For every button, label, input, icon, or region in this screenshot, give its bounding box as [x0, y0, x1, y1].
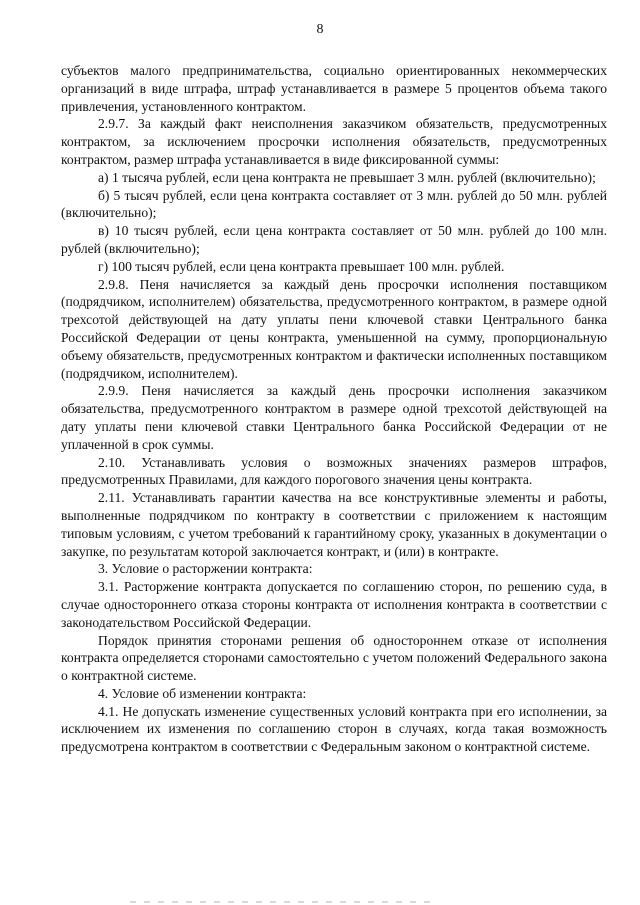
list-item-v: в) 10 тысяч рублей, если цена контракта составляет от 50 млн. рублей до 100 млн. рублей (включительно);: [61, 223, 607, 256]
list-item-a: а) 1 тысяча рублей, если цена контракта не превышает 3 млн. рублей (включительно);: [98, 169, 596, 185]
list-item-g: г) 100 тысяч рублей, если цена контракта превышает 100 млн. рублей.: [98, 258, 505, 274]
paragraph-2-11: 2.11. Устанавливать гарантии качества на все конструктивные элементы и работы, выполненные подрядчиком по контракту в соответствии с приложением к настоящим типовым условиям, с учетом требований к гарантийному сроку, указанных в документации о закупке, по результатам которой заключается контракт, и (или) в контракте.: [61, 490, 607, 559]
section-heading-3: 3. Условие о расторжении контракта:: [98, 561, 313, 577]
list-item-b: б) 5 тысяч рублей, если цена контракта составляет от 3 млн. рублей до 50 млн. рублей (включительно);: [61, 187, 607, 221]
paragraph-4-1: 4.1. Не допускать изменение существенных условий контракта при его исполнении, за исключением их изменения по соглашению сторон в случаях, когда такая возможность предусмотрена контрактом в соответствии с Федеральным законом о контрактной системе.: [61, 703, 607, 755]
paragraph-2-10: 2.10. Устанавливать условия о возможных значениях размеров штрафов, предусмотренных Правилами, для каждого порогового значения цены контракта.: [61, 454, 607, 488]
paragraph-2-9-7: 2.9.7. За каждый факт неисполнения заказчиком обязательств, предусмотренных контрактом, за исключением просрочки исполнения обязательств, предусмотренных контрактом, размер штрафа устанавливается в виде фиксированной суммы:: [61, 116, 607, 167]
paragraph-3-1: 3.1. Расторжение контракта допускается по соглашению сторон, по решению суда, в случае одностороннего отказа стороны контракта от исполнения контракта в соответствии с законодательством Российской Федерации.: [61, 579, 607, 630]
paragraph-2-9-8: 2.9.8. Пеня начисляется за каждый день просрочки исполнения поставщиком (подрядчиком, исполнителем) обязательства, предусмотренного контрактом, в размере одной трехсотой действующей на дату уплаты пени ключевой ставки Центрального банка Российской Федерации от цены контракта, уменьшенной на сумму, пропорциональную объему обязательств, предусмотренных контрактом и фактически исполненных поставщиком (подрядчиком, исполнителем).: [61, 276, 607, 381]
scan-artifact: [130, 901, 430, 903]
section-heading-4: 4. Условие об изменении контракта:: [98, 685, 307, 701]
paragraph-termination-procedure: Порядок принятия сторонами решения об одностороннем отказе от исполнения контракта определяется сторонами самостоятельно с учетом положений Федерального закона о контрактной системе.: [61, 632, 607, 684]
paragraph-continuation: субъектов малого предпринимательства, социально ориентированных некоммерческих организаций в виде штрафа, штраф устанавливается в размере 5 процентов объема такого привлечения, установленного контрактом.: [61, 63, 607, 114]
document-body: [61, 62, 607, 756]
paragraph-2-9-9: 2.9.9. Пеня начисляется за каждый день просрочки исполнения заказчиком обязательства, предусмотренного контрактом в размере одной трехсотой действующей на дату уплаты пени ключевой ставки Центрального банка Российской Федерации от не уплаченной в срок суммы.: [61, 383, 607, 452]
page-number: 8: [316, 22, 324, 37]
